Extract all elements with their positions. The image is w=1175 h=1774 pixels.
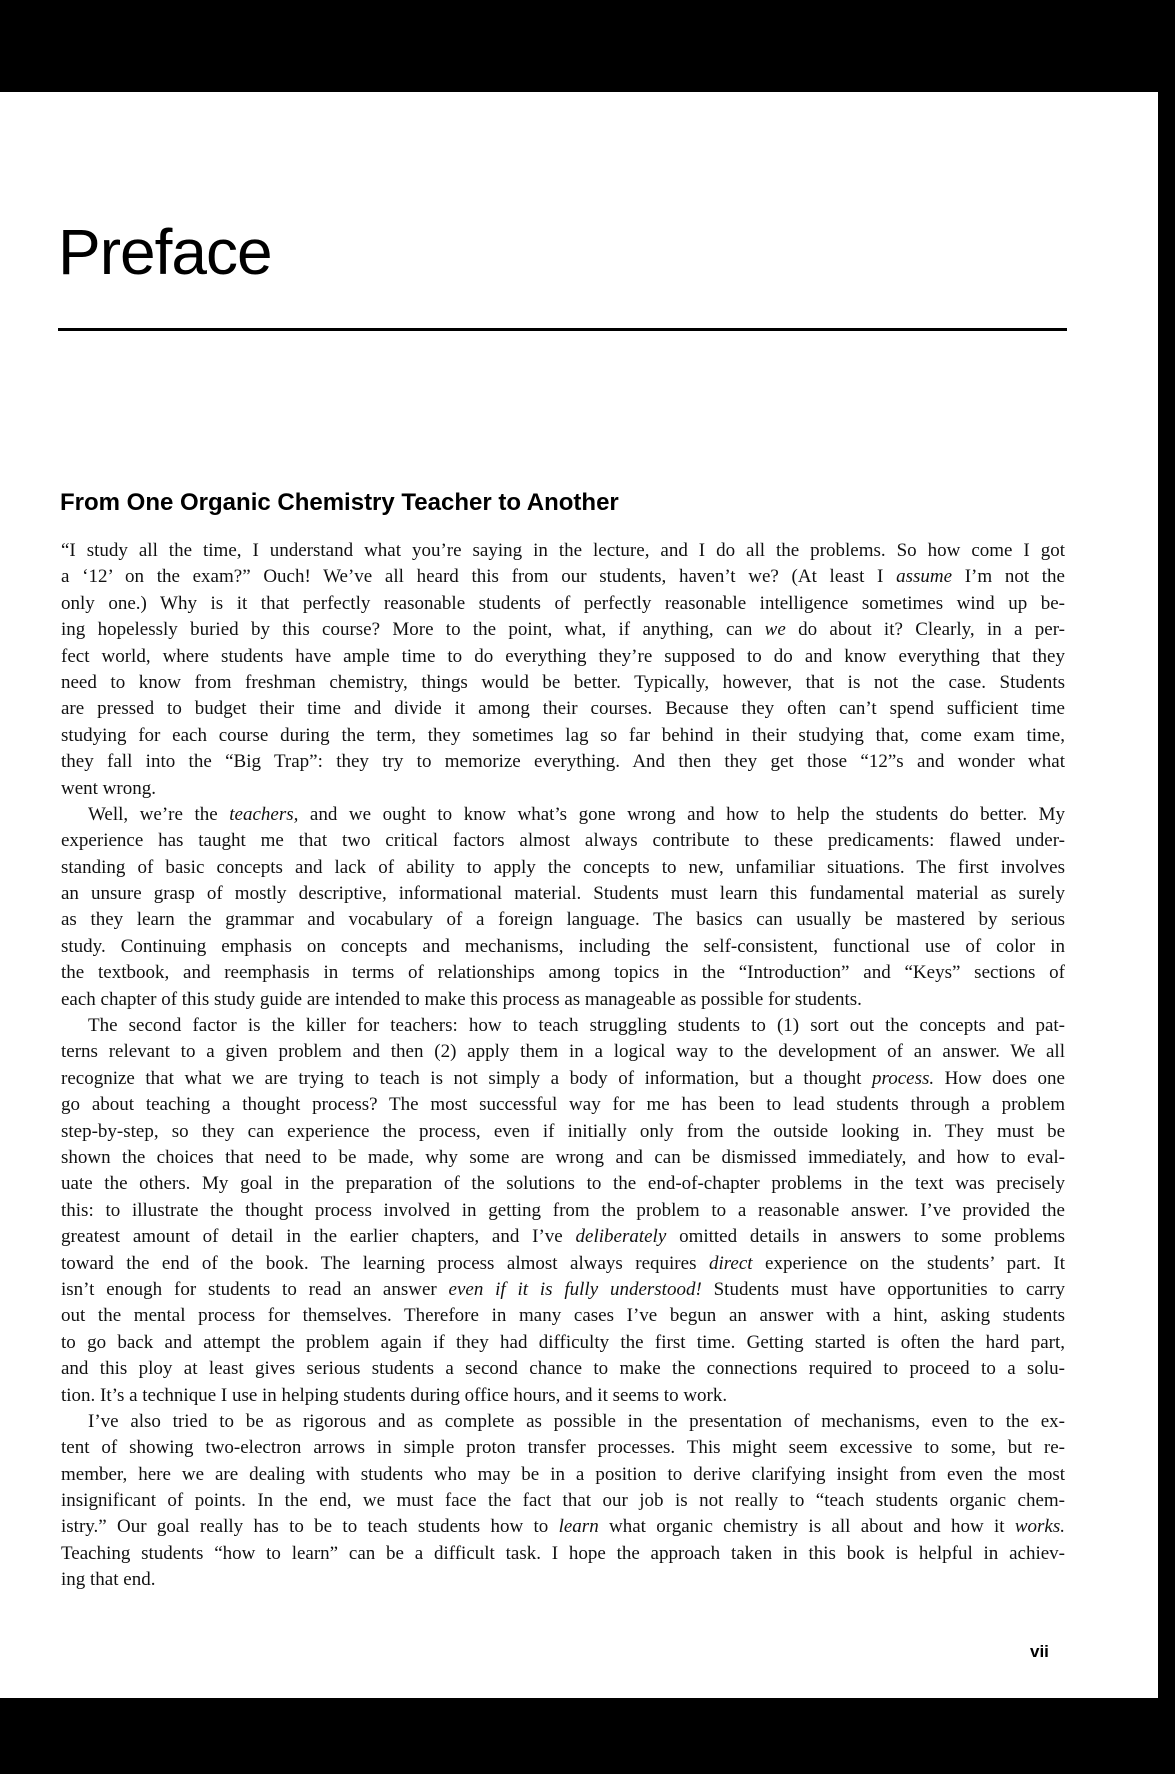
- paragraph-line: [61, 1383, 1065, 1409]
- text-run: each chapter of this study guide are intended to make this process as manageable as possible for students.: [61, 988, 862, 1010]
- text-run: this: to illustrate the thought process involved in getting from the problem to a reasonable answer. I’ve provided the: [61, 1199, 1065, 1221]
- paragraph-line: [61, 907, 1065, 933]
- body-text: [61, 538, 1065, 1594]
- italic-text: teachers,: [229, 803, 299, 825]
- text-run: member, here we are dealing with students who may be in a position to derive clarifying insight from even the most: [61, 1463, 1065, 1485]
- paragraph-line: [61, 670, 1065, 696]
- italic-text: process.: [872, 1067, 935, 1089]
- text-run: fect world, where students have ample time to do everything they’re supposed to do and know everything that they: [61, 645, 1065, 667]
- paragraph-line: [61, 1435, 1065, 1461]
- text-run: shown the choices that need to be made, why some are wrong and can be dismissed immediately, and how to eval-: [61, 1146, 1065, 1168]
- text-run: terns relevant to a given problem and then (2) apply them in a logical way to the development of an answer. We all: [61, 1041, 1065, 1063]
- paragraph-line: [61, 538, 1065, 564]
- paragraph-line: [61, 1039, 1065, 1065]
- paragraph-line: [61, 1145, 1065, 1171]
- text-run: an unsure grasp of mostly descriptive, informational material. Students must learn this fundamental material as surely: [61, 883, 1065, 905]
- italic-text: we: [764, 619, 786, 641]
- paragraph-line: [61, 828, 1065, 854]
- text-run: they fall into the “Big Trap”: they try to memorize everything. And then they get those “12”s and wonder what: [61, 751, 1065, 773]
- italic-text: direct: [708, 1252, 753, 1274]
- text-run: recognize that what we are trying to teach is not simply a body of information, but a thought: [61, 1067, 873, 1089]
- text-run: Well, we’re the: [88, 803, 230, 825]
- paragraph-line: [61, 1171, 1065, 1197]
- text-run: greatest amount of detail in the earlier chapters, and I’ve: [61, 1226, 576, 1248]
- paragraph-line: [61, 1409, 1065, 1435]
- text-run: “I study all the time, I understand what you’re saying in the lecture, and I do all the problems. So how come I got: [61, 540, 1065, 561]
- text-run: The second factor is the killer for teachers: how to teach struggling students to (1) sort out the concepts and pat-: [88, 1015, 1065, 1037]
- text-run: went wrong.: [61, 777, 156, 799]
- text-run: need to know from freshman chemistry, things would be better. Typically, however, that is not the case. Students: [61, 671, 1065, 693]
- paragraph-line: [61, 1277, 1065, 1303]
- paragraph-line: [61, 591, 1065, 617]
- text-run: Teaching students “how to learn” can be a difficult task. I hope the approach taken in this book is helpful in achiev-: [61, 1542, 1065, 1564]
- paragraph-line: [61, 1198, 1065, 1224]
- text-run: uate the others. My goal in the preparation of the solutions to the end-of-chapter problems in the text was precisely: [61, 1173, 1065, 1195]
- text-run: experience has taught me that two critical factors almost always contribute to these predicaments: flawed under-: [61, 830, 1065, 852]
- paragraph-line: [61, 776, 1065, 802]
- italic-text: learn: [558, 1516, 599, 1538]
- paragraph-line: [61, 696, 1065, 722]
- paragraph-line: [61, 564, 1065, 590]
- text-run: experience on the students’ part. It: [752, 1252, 1066, 1274]
- title-rule: [58, 328, 1067, 331]
- paragraph-line: [61, 1567, 1065, 1593]
- page-number: vii: [1030, 1642, 1049, 1661]
- text-run: go about teaching a thought process? The most successful way for me has been to lead students through a problem: [61, 1094, 1065, 1116]
- text-run: studying for each course during the term, they sometimes lag so far behind in their studying that, come exam time,: [61, 724, 1065, 746]
- italic-text: works.: [1014, 1516, 1065, 1538]
- paragraph-line: [61, 855, 1065, 881]
- text-run: ing that end.: [61, 1569, 156, 1591]
- text-run: as they learn the grammar and vocabulary of a foreign language. The basics can usually be mastered by serious: [61, 909, 1065, 931]
- paragraph-line: [61, 1066, 1065, 1092]
- text-run: study. Continuing emphasis on concepts and mechanisms, including the self-consistent, functional use of color in: [61, 935, 1065, 957]
- text-run: I’ve also tried to be as rigorous and as complete as possible in the presentation of mechanisms, even to the ex-: [88, 1410, 1065, 1432]
- text-run: isn’t enough for students to read an answer: [61, 1278, 449, 1300]
- text-run: ing hopelessly buried by this course? More to the point, what, if anything, can: [61, 619, 765, 641]
- text-run: step-by-step, so they can experience the process, even if initially only from the outside looking in. They must be: [61, 1120, 1065, 1142]
- scan-border-right: [1158, 0, 1175, 1774]
- text-run: and this ploy at least gives serious students a second chance to make the connections required to proceed to a solu-: [61, 1358, 1065, 1380]
- text-run: tent of showing two-electron arrows in simple proton transfer processes. This might seem excessive to some, but re-: [61, 1437, 1065, 1459]
- text-run: insignificant of points. In the end, we must face the fact that our job is not really to “teach students organic chem-: [61, 1490, 1065, 1512]
- text-run: are pressed to budget their time and divide it among their courses. Because they often can’t spend sufficient time: [61, 698, 1065, 720]
- text-run: tion. It’s a technique I use in helping students during office hours, and it seems to work.: [61, 1384, 728, 1406]
- paragraph-line: [61, 1303, 1065, 1329]
- text-run: out the mental process for themselves. Therefore in many cases I’ve begun an answer with a hint, asking students: [61, 1305, 1065, 1327]
- italic-text: deliberately: [575, 1226, 667, 1248]
- paragraph-line: [61, 1330, 1065, 1356]
- text-run: and we ought to know what’s gone wrong and how to help the students do better. My: [298, 803, 1065, 825]
- scan-border-top: [0, 0, 1175, 92]
- text-run: Students must have opportunities to carry: [701, 1278, 1066, 1300]
- paragraph-line: [61, 960, 1065, 986]
- paragraph-line: [61, 1541, 1065, 1567]
- text-run: a ‘12’ on the exam?” Ouch! We’ve all heard this from our students, haven’t we? (At least I: [61, 566, 897, 588]
- paragraph-line: [61, 1462, 1065, 1488]
- paragraph-line: [61, 881, 1065, 907]
- paragraph-line: [61, 1251, 1065, 1277]
- paragraph-line: [61, 617, 1065, 643]
- paragraph-line: [61, 987, 1065, 1013]
- section-heading: From One Organic Chemistry Teacher to Another: [60, 489, 619, 516]
- text-run: only one.) Why is it that perfectly reasonable students of perfectly reasonable intelligence sometimes wind up be-: [61, 592, 1065, 614]
- text-run: to go back and attempt the problem again if they had difficulty the first time. Getting started is often the hard part,: [61, 1331, 1065, 1353]
- text-run: do about it? Clearly, in a per-: [785, 619, 1065, 641]
- text-run: omitted details in answers to some problems: [666, 1226, 1065, 1248]
- text-run: the textbook, and reemphasis in terms of relationships among topics in the “Introduction” and “Keys” sections of: [61, 962, 1065, 984]
- text-run: I’m not the: [952, 566, 1065, 588]
- paragraph-line: [61, 1356, 1065, 1382]
- text-run: istry.” Our goal really has to be to teach students how to: [61, 1516, 559, 1538]
- paragraph-line: [61, 749, 1065, 775]
- italic-text: even if it is fully understood!: [448, 1278, 702, 1300]
- page-title: Preface: [58, 216, 272, 288]
- text-run: what organic chemistry is all about and how it: [598, 1516, 1015, 1538]
- paragraph-line: [61, 1224, 1065, 1250]
- paragraph-line: [61, 934, 1065, 960]
- text-run: toward the end of the book. The learning process almost always requires: [61, 1252, 709, 1274]
- paragraph-line: [61, 723, 1065, 749]
- paragraph-line: [61, 644, 1065, 670]
- paragraph-line: [61, 1092, 1065, 1118]
- paragraph-line: [61, 802, 1065, 828]
- text-run: standing of basic concepts and lack of ability to apply the concepts to new, unfamiliar situations. The first involves: [61, 856, 1065, 878]
- paragraph-line: [61, 1514, 1065, 1540]
- text-run: How does one: [934, 1067, 1065, 1089]
- paragraph-line: [61, 1013, 1065, 1039]
- scan-border-bottom: [0, 1698, 1175, 1774]
- paragraph-line: [61, 1119, 1065, 1145]
- italic-text: assume: [896, 566, 953, 588]
- paragraph-line: [61, 1488, 1065, 1514]
